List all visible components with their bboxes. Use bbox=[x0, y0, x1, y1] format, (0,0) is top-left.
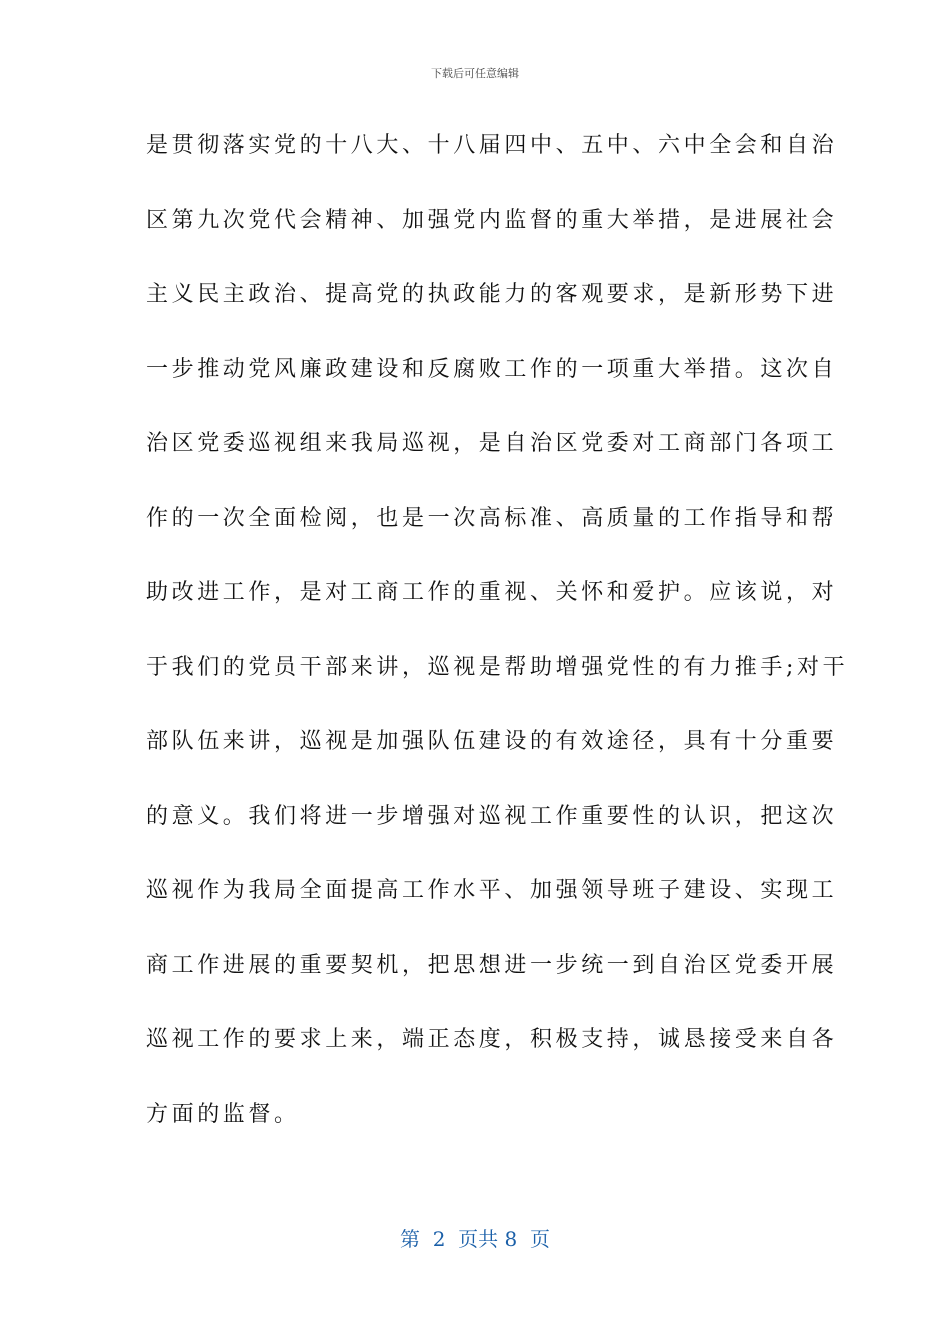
text-line: 巡视作为我局全面提高工作水平、加强领导班子建设、实现工 bbox=[146, 878, 838, 903]
body-text bbox=[146, 118, 849, 1161]
text-line: 主义民主政治、提高党的执政能力的客观要求，是新形势下进 bbox=[146, 282, 838, 307]
text-line: 部队伍来讲，巡视是加强队伍建设的有效途径，具有十分重要 bbox=[146, 729, 838, 754]
page-footer: 第 2 页共 8 页 bbox=[400, 1227, 550, 1251]
text-line: 于我们的党员干部来讲，巡视是帮助增强党性的有力推手;对干 bbox=[146, 654, 849, 680]
text-line: 治区党委巡视组来我局巡视，是自治区党委对工商部门各项工 bbox=[146, 431, 838, 456]
text-line: 巡视工作的要求上来，端正态度，积极支持，诚恳接受来自各 bbox=[146, 1027, 838, 1052]
text-line: 是贯彻落实党的十八大、十八届四中、五中、六中全会和自治 bbox=[146, 133, 838, 158]
text-line: 商工作进展的重要契机，把思想进一步统一到自治区党委开展 bbox=[146, 952, 838, 978]
text-line: 助改进工作，是对工商工作的重视、关怀和爱护。应该说，对 bbox=[146, 580, 838, 605]
page-header: 下载后可任意编辑 bbox=[431, 67, 519, 80]
text-line: 作的一次全面检阅，也是一次高标准、高质量的工作指导和帮 bbox=[146, 505, 838, 531]
text-line: 的意义。我们将进一步增强对巡视工作重要性的认识，把这次 bbox=[146, 803, 838, 829]
text-line: 区第九次党代会精神、加强党内监督的重大举措，是进展社会 bbox=[146, 207, 838, 233]
text-line: 一步推动党风廉政建设和反腐败工作的一项重大举措。这次自 bbox=[146, 356, 838, 382]
text-line: 方面的监督。 bbox=[146, 1101, 300, 1127]
